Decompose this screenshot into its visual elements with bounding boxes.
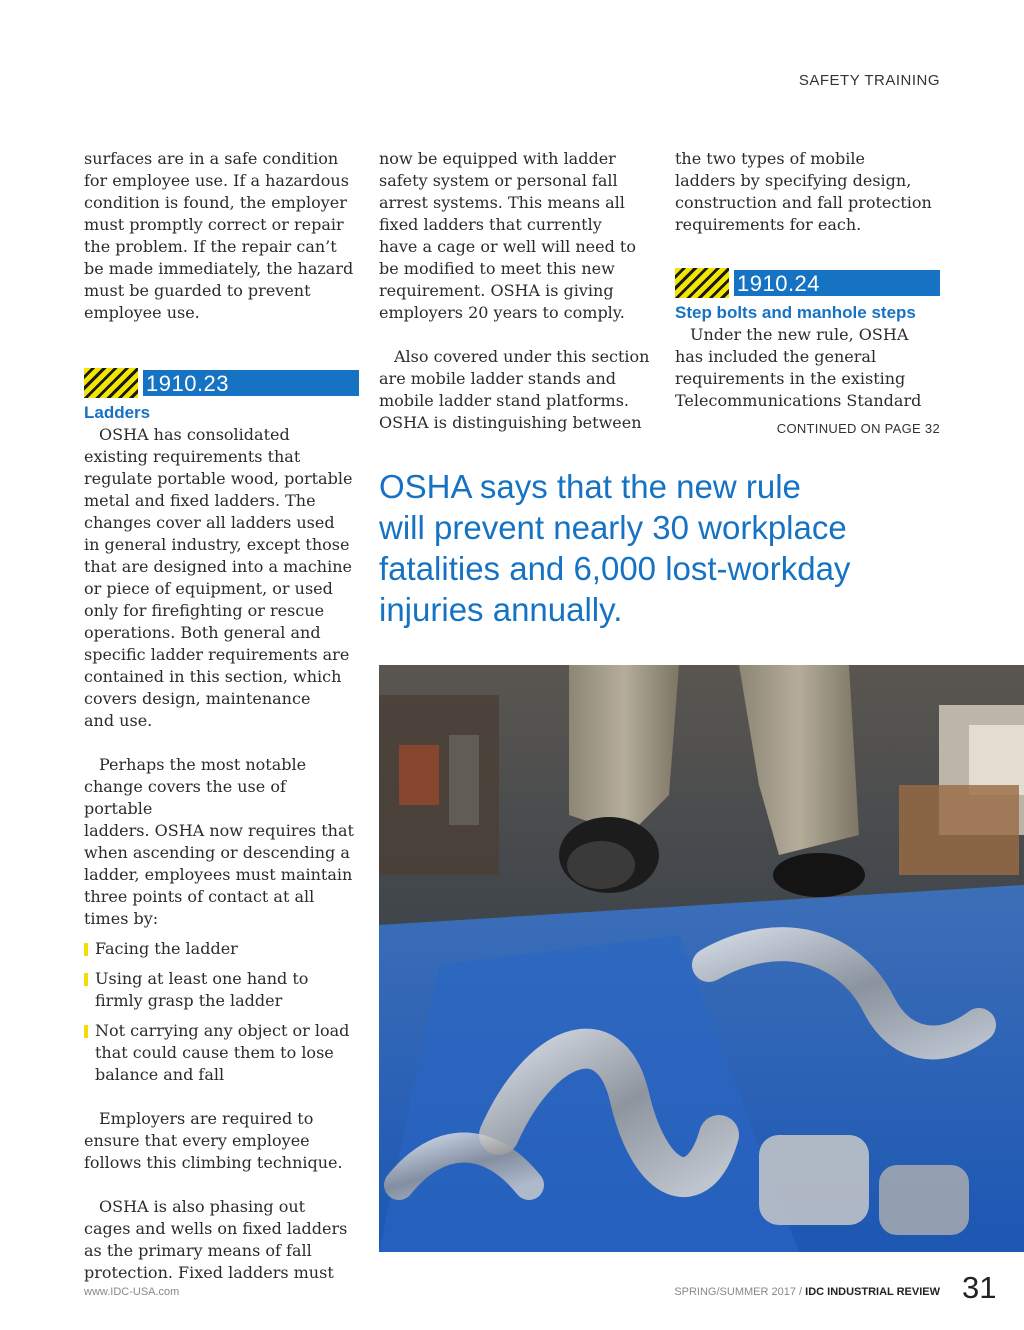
continued-link[interactable]: CONTINUED ON PAGE 32	[776, 421, 940, 436]
footer-issue-line	[674, 1286, 940, 1298]
column-2	[379, 148, 654, 434]
running-head: SAFETY TRAINING	[798, 72, 940, 89]
workplace-floor-photo	[379, 665, 1024, 1252]
portable-ladders-paragraph: Perhaps the most notable change covers the use of portable ladders. OSHA now requires that when ascending or descending a ladder, employees must maintain three points of contact at all times by:	[84, 755, 354, 928]
ladders-paragraph: OSHA has consolidated existing requirements that regulate portable wood, portable metal and fixed ladders. The changes cover all ladders used in general industry, except those that are designed into a machine or piece of equipment, or used only for firefighting or rescue operations. Both general and specific ladder requirements are contained in this section, which covers design, maintenance and use.	[84, 425, 353, 730]
continued-paragraph: the two types of mobile ladders by specifying design, construction and fall protection requirements for each.	[675, 149, 932, 234]
section-banner-1910-24	[675, 268, 940, 298]
column-3	[675, 148, 940, 440]
bullet-marker-icon	[84, 943, 88, 956]
climbing-technique-paragraph: Employers are required to ensure that every employee follows this climbing technique.	[84, 1109, 343, 1172]
column-1	[84, 148, 359, 1284]
section-number: 1910.23	[146, 371, 230, 396]
list-item: Using at least one hand to firmly grasp the ladder	[84, 968, 359, 1012]
mobile-ladder-paragraph: Also covered under this section are mobile ladder stands and mobile ladder stand platforms. OSHA is distinguishing between	[379, 347, 650, 432]
section-title: Ladders	[84, 403, 151, 422]
hazard-stripe-icon	[84, 368, 138, 398]
photo-illustration	[379, 665, 1024, 1252]
continued-paragraph: now be equipped with ladder safety system or personal fall arrest systems. This means all fixed ladders that currently have a cage or well will need to be modified to meet this new requirement. OSHA is giving employers 20 years to comply.	[379, 149, 636, 322]
publication-name: IDC INDUSTRIAL REVIEW	[805, 1286, 940, 1298]
step-bolts-paragraph: Under the new rule, OSHA has included the general requirements in the existing Telecommunications Standard	[675, 325, 922, 410]
section-number: 1910.24	[737, 271, 821, 296]
hazard-stripe-icon	[675, 268, 729, 298]
bullet-marker-icon	[84, 973, 88, 986]
footer-url[interactable]: www.IDC-USA.com	[84, 1286, 180, 1298]
issue-date: SPRING/SUMMER 2017 /	[674, 1286, 806, 1298]
section-title: Step bolts and manhole steps	[675, 303, 916, 322]
section-banner-1910-23	[84, 368, 359, 398]
contact-points-list	[84, 938, 359, 1086]
list-item: Facing the ladder	[84, 938, 359, 960]
pull-quote: OSHA says that the new rule will prevent nearly 30 workplace fatalities and 6,000 lost-workday injuries annually.	[379, 468, 851, 628]
cages-wells-paragraph: OSHA is also phasing out cages and wells on fixed ladders as the primary means of fall protection. Fixed ladders must	[84, 1197, 348, 1282]
list-item: Not carrying any object or load that could cause them to lose balance and fall	[84, 1020, 359, 1086]
bullet-marker-icon	[84, 1025, 88, 1038]
intro-paragraph: surfaces are in a safe condition for employee use. If a hazardous condition is found, the employer must promptly correct or repair the problem. If the repair can’t be made immediately, the hazard must be guarded to prevent employee use.	[84, 149, 354, 322]
page-number: 31	[962, 1270, 997, 1305]
